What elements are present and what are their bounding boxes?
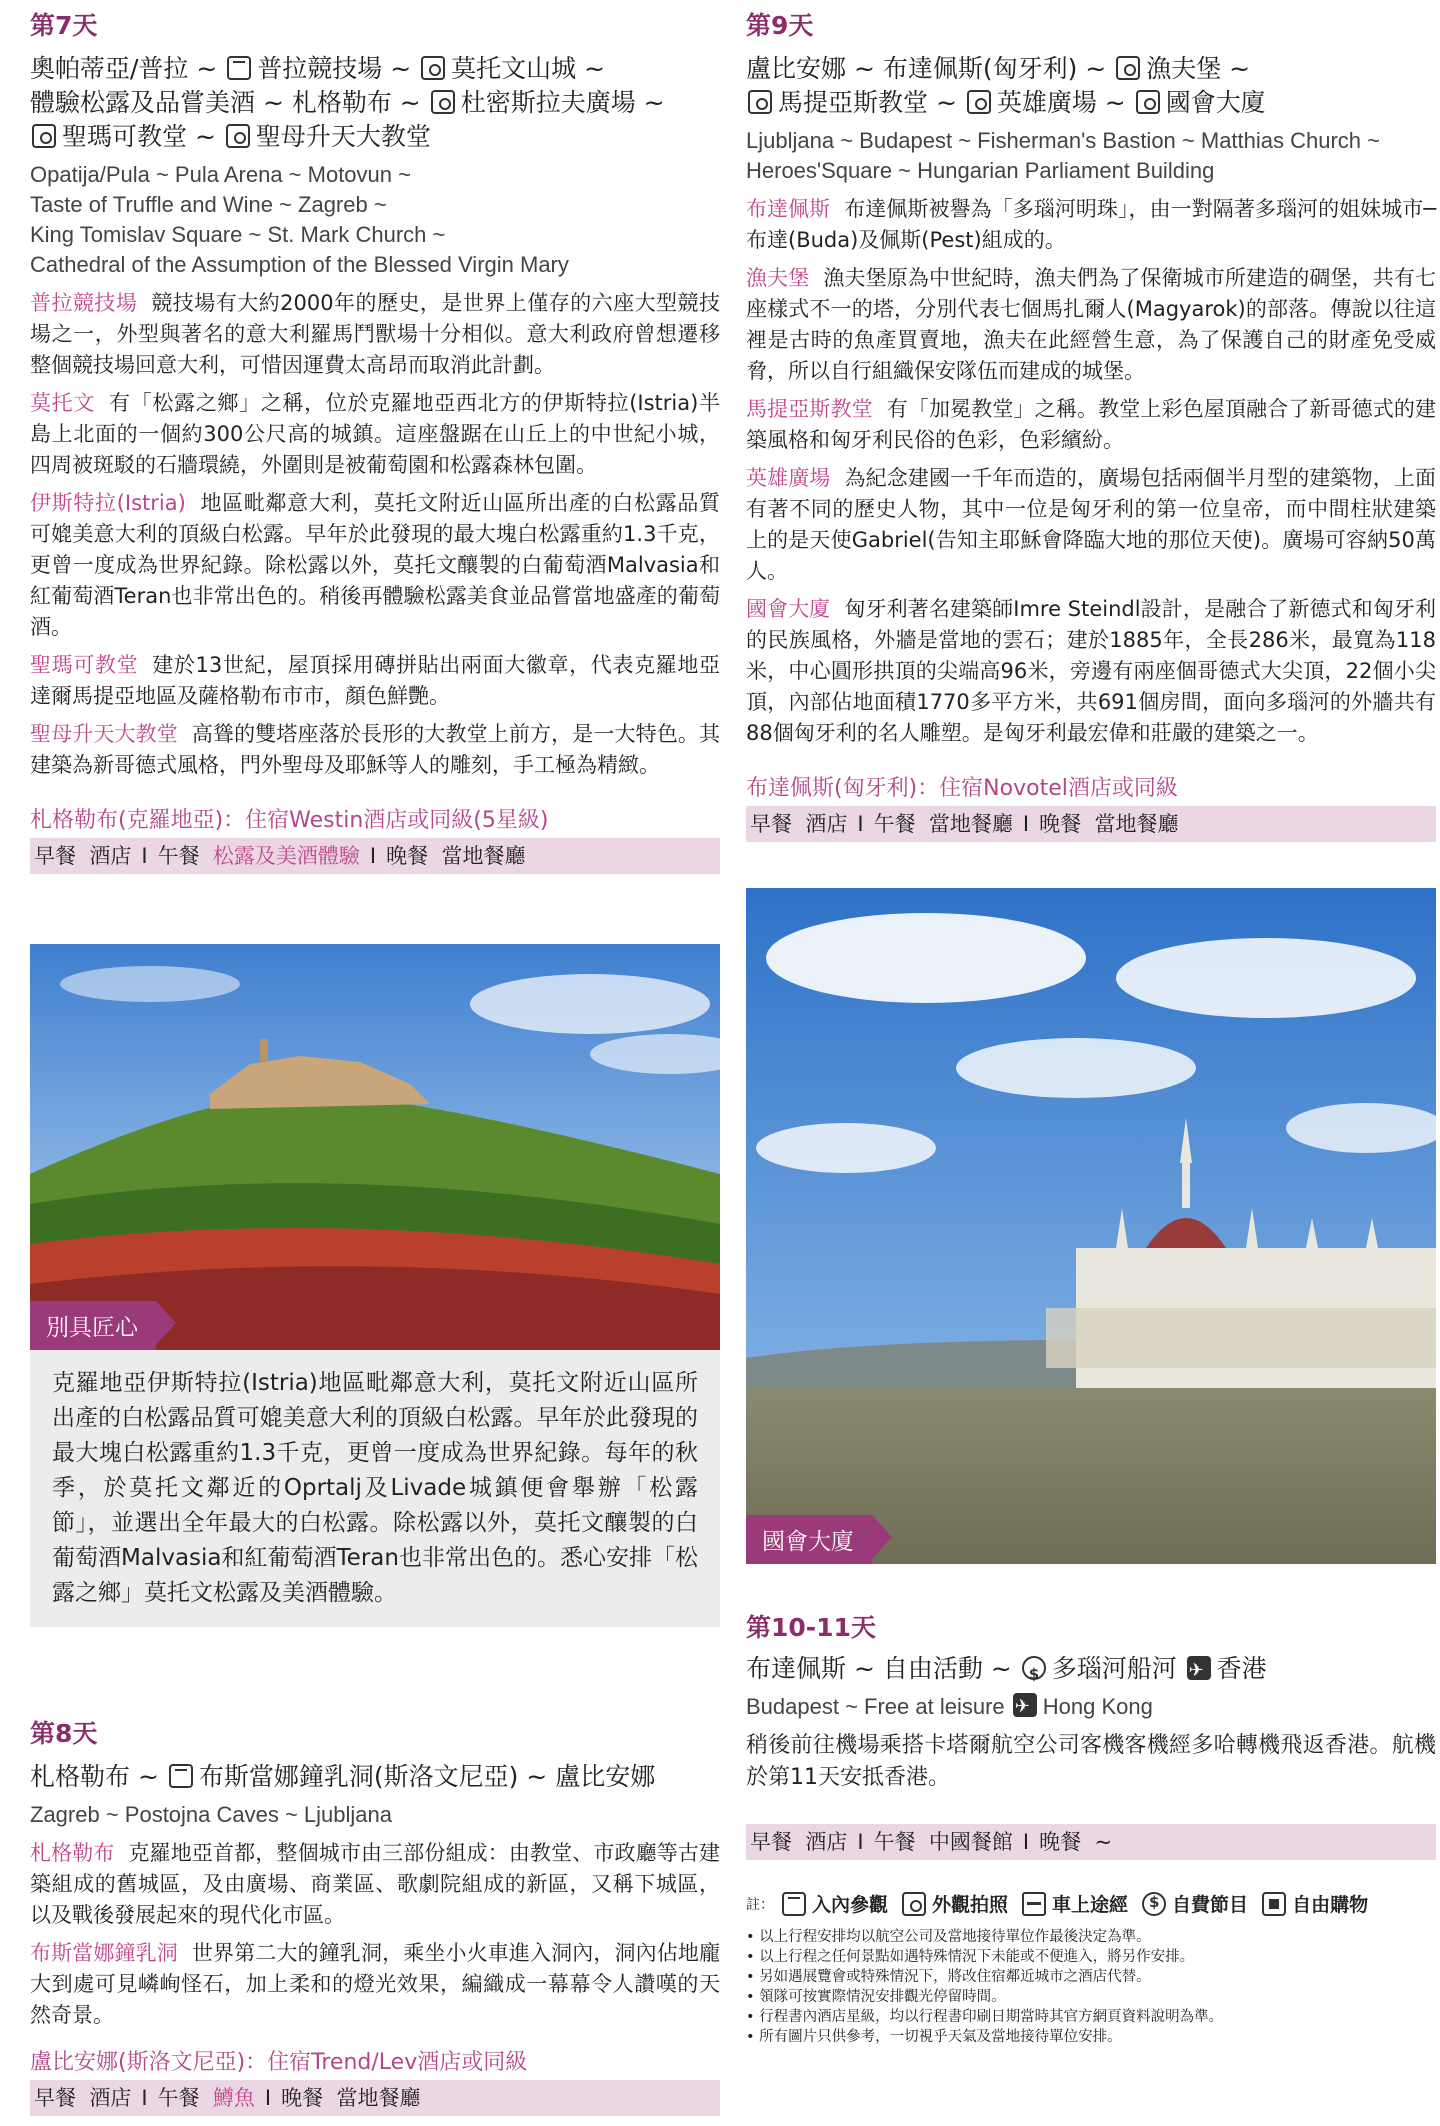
day8-meals: 早餐 酒店 I 午餐 鱒魚 I 晚餐 當地餐廳 [30,2080,720,2116]
meal-label: 晚餐 [386,844,429,868]
meal-label: 早餐 [34,2086,76,2110]
day9-hotel: 布達佩斯(匈牙利)：住宿Novotel酒店或同級 [746,776,1178,801]
meal-value: 中國餐館 [928,1830,1013,1854]
route-en-line: Opatija/Pula ~ Pula Arena ~ Motovun ~ [30,162,411,187]
route-text: 多瑙河船河 [1051,1654,1185,1683]
meal-value: 酒店 [89,844,132,868]
para-term: 漁夫堡 [746,266,810,290]
route-text: 布斯當娜鐘乳洞(斯洛文尼亞) ~ 盧比安娜 [198,1762,656,1791]
day8-title: 第8天 [30,1719,98,1748]
note-item: • 另如遇展覽會或特殊情況下，將改住宿鄰近城市之酒店代替。 [746,1967,1436,1987]
day7-hotel: 札格勒布(克羅地亞)：住宿Westin酒店或同級(5星級) [30,808,549,833]
para-text: 建於13世紀，屋頂採用磚拼貼出兩面大徽章，代表克羅地亞達爾馬提亞地區及薩格勒布市市，顏色鮮艷。 [30,653,720,708]
day1011-section [746,1608,1436,2047]
note-item: • 以上行程之任何景點如遇特殊情況下未能或不便進入，將另作安排。 [746,1947,1436,1967]
day9-title: 第9天 [746,11,814,40]
meal-value: 當地餐廳 [441,844,526,868]
para-term: 英雄廣場 [746,466,831,490]
day9-para [746,594,1436,749]
route-text: 馬提亞斯教堂 ~ [778,88,965,117]
day9-route-zh [746,52,1436,120]
route-en-line: Budapest ~ Free at leisure [746,1694,1011,1719]
meal-label: 午餐 [157,844,200,868]
para-text: 世界第二大的鐘乳洞，乘坐小火車進入洞內，洞內佔地龐大到處可見嶙峋怪石，加上柔和的燈光效果，編織成一幕幕令人讚嘆的天然奇景。 [30,1941,721,2027]
day8-route-zh [30,1760,720,1794]
note-item: • 以上行程安排均以航空公司及當地接待單位作最後決定為準。 [746,1927,1436,1947]
para-text: 匈牙利著名建築師Imre Steindl設計，是融合了新德式和匈牙利的民族風格，外牆是當地的雲石；建於1885年，全長286米，最寬為118米，中心圓形拱頂的尖端高96米，旁邊有兩座個哥德式大尖頂，22個小尖頂，內部佔地面積1770多平方米，共691個房間，面向多瑙河的外牆共有88個匈牙利的名人雕塑。是匈牙利最宏偉和莊嚴的建築之一。 [746,597,1436,745]
meal-label: 晚餐 [1039,812,1082,836]
route-text: 英雄廣場 ~ [996,88,1134,117]
para-term: 伊斯特拉(Istria) [30,491,186,515]
parliament-photo [746,888,1436,1564]
legend-item [780,1890,888,1917]
parliament-illustration [746,888,1436,1564]
day8-para [30,1938,720,2031]
meal-label: 午餐 [873,812,916,836]
day9-para [746,263,1436,387]
legend-item [1140,1890,1248,1917]
meal-value: 酒店 [805,812,848,836]
meal-label: 午餐 [873,1830,916,1854]
route-en-line: Heroes'Square ~ Hungarian Parliament Building [746,158,1215,183]
meal-label: 午餐 [157,2086,200,2110]
meal-label: 早餐 [750,812,792,836]
camera-icon [1136,90,1160,114]
camera-icon [421,56,445,80]
legend-item [900,1890,1008,1917]
para-text: 克羅地亞首都，整個城市由三部份組成：由教堂、市政廳等古建築組成的舊城區，及由廣場、商業區、歌劇院組成的新區，又稱下城區，以及戰後發展起來的現代化市區。 [30,1841,721,1927]
optional-tour-icon [1022,1656,1046,1680]
day1011-title: 第10-11天 [746,1613,876,1642]
optional-tour-icon [1142,1892,1166,1916]
para-text: 地區毗鄰意大利，莫托文附近山區所出產的白松露品質可媲美意大利的頂級白松露。早年於此發現的最大塊白松露重約1.3千克，更曾一度成為世界紀錄。除松露以外，莫托文釀製的白葡萄酒Malvasia和紅葡萄酒Teran也非常出色的。稍後再體驗松露美食並品嘗當地盛產的葡萄酒。 [30,491,721,639]
para-text: 有「松露之鄉」之稱，位於克羅地亞西北方的伊斯特拉(Istria)半島上北面的一個約300公尺高的城鎮。這座盤踞在山丘上的中世紀小城，四周被斑駁的石牆環繞，外圍則是被葡萄園和松露森林包圍。 [30,391,721,477]
para-text: 高聳的雙塔座落於長形的大教堂上前方，是一大特色。其建築為新哥德式風格，門外聖母及耶穌等人的雕刻，手工極為精緻。 [30,722,721,777]
note-item: • 所有圖片只供參考，一切視乎天氣及當地接待單位安排。 [746,2027,1436,2047]
route-text: 普拉競技場 ~ [257,54,420,83]
day7-title: 第7天 [30,11,98,40]
meal-value: 松露及美酒體驗 [212,844,360,868]
day7-route-en [30,160,720,280]
route-en-line: Cathedral of the Assumption of the Blessed Virgin Mary [30,252,569,277]
para-text: 布達佩斯被譽為「多瑙河明珠」，由一對隔著多瑙河的姐妹城市─布達(Buda)及佩斯(Pest)組成的。 [746,197,1437,252]
day9-route-en [746,126,1436,186]
plane-icon [1187,1656,1211,1680]
day7-para [30,288,720,381]
special-box: 克羅地亞伊斯特拉(Istria)地區毗鄰意大利，莫托文附近山區所出產的白松露品質可媲美意大利的頂級白松露。早年於此發現的最大塊白松露重約1.3千克，更曾一度成為世界紀錄。每年的秋季，於莫托文鄰近的Oprtalj及Livade城鎮便會舉辦「松露節」，並選出全年最大的白松露。除松露以外，莫托文釀製的白葡萄酒Malvasia和紅葡萄酒Teran也非常出色的。悉心安排「松露之鄉」莫托文松露及美酒體驗。 [30,1350,720,1627]
day7-meals: 早餐 酒店 I 午餐 松露及美酒體驗 I 晚餐 當地餐廳 [30,838,720,874]
para-text: 漁夫堡原為中世紀時，漁夫們為了保衛城市所建造的碉堡，共有七座樣式不一的塔，分別代表七個馬扎爾人(Magyarok)的部落。傳說以往這裡是古時的魚產買賣地，漁夫在此經營生意，為了保護自己的財產免受威脅，所以自行組織保安隊伍而建成的城堡。 [746,266,1437,383]
route-text: 盧比安娜 ~ 布達佩斯(匈牙利) ~ [746,54,1115,83]
camera-icon [902,1892,926,1916]
meal-label: 晚餐 [1039,1830,1082,1854]
note-item: • 行程書內酒店星級，均以行程書印刷日期當時其官方網頁資料說明為準。 [746,2007,1436,2027]
route-text: 國會大廈 [1165,88,1266,117]
meal-value: 當地餐廳 [928,812,1013,836]
day7-para [30,388,720,481]
meal-value: 當地餐廳 [336,2086,421,2110]
day9-section [746,6,1436,842]
route-en-line: Zagreb ~ Postojna Caves ~ Ljubljana [30,1802,393,1827]
para-text: 競技場有大約2000年的歷史，是世界上僅存的六座大型競技場之一，外型與著名的意大利羅馬鬥獸場十分相似。意大利政府曾想遷移整個競技場回意大利，可惜因運費太高昂而取消此計劃。 [30,291,720,377]
para-term: 莫托文 [30,391,96,415]
meal-value: 酒店 [805,1830,848,1854]
photo-label-special: 別具匠心 [30,1301,156,1350]
legend-text: 入內參觀 [812,1894,889,1916]
route-text: 漁夫堡 ~ [1146,54,1251,83]
day8-hotel: 盧比安娜(斯洛文尼亞)：住宿Trend/Lev酒店或同級 [30,2050,528,2075]
camera-icon [967,90,991,114]
legend [746,1890,1436,1917]
route-text: 聖瑪可教堂 ~ [62,122,224,151]
route-text: 聖母升天大教堂 [255,122,431,151]
day9-para [746,463,1436,587]
route-text: 香港 [1216,1654,1267,1683]
motovun-landscape-illustration [30,944,720,1350]
route-text: 札格勒布 ~ [30,1762,167,1791]
home-icon [227,56,251,80]
meal-label: 早餐 [750,1830,792,1854]
para-term: 布達佩斯 [746,197,831,221]
day8-route-en [30,1800,720,1830]
day9-para [746,394,1436,456]
meal-value: ~ [1094,1830,1113,1854]
route-text: 杜密斯拉夫廣場 ~ [460,88,665,117]
para-term: 布斯當娜鐘乳洞 [30,1941,178,1965]
route-en-line: Ljubljana ~ Budapest ~ Fisherman's Bastion ~ Matthias Church ~ [746,128,1381,153]
meal-value: 當地餐廳 [1094,812,1179,836]
route-text: 布達佩斯 ~ 自由活動 ~ [746,1654,1020,1683]
shopping-icon [1262,1892,1286,1916]
legend-text: 自費節目 [1172,1894,1249,1916]
camera-icon [32,124,56,148]
route-en-line: King Tomislav Square ~ St. Mark Church ~ [30,222,446,247]
meal-label: 晚餐 [281,2086,324,2110]
day1011-meals: 早餐 酒店 I 午餐 中國餐館 I 晚餐 ~ [746,1824,1436,1860]
bus-icon [1022,1892,1046,1916]
home-icon [169,1764,193,1788]
route-en-line: Hong Kong [1042,1694,1153,1719]
para-term: 國會大廈 [746,597,831,621]
legend-item [1260,1890,1368,1917]
meal-value: 鱒魚 [212,2086,255,2110]
day7-route-zh [30,52,720,154]
day7-section [30,6,720,874]
meal-value: 酒店 [89,2086,132,2110]
legend-note-label: 註： [746,1896,774,1913]
day8-para [30,1838,720,1931]
camera-icon [1116,56,1140,80]
para-term: 馬提亞斯教堂 [746,397,873,421]
note-item: • 領隊可按實際情況安排觀光停留時間。 [746,1987,1436,2007]
camera-icon [431,90,455,114]
route-text: 體驗松露及品嘗美酒 ~ 札格勒布 ~ [30,88,429,117]
route-en-line: Taste of Truffle and Wine ~ Zagreb ~ [30,192,387,217]
para-term: 聖瑪可教堂 [30,653,139,677]
legend-text: 自由購物 [1292,1894,1369,1916]
route-text: 奧帕蒂亞/普拉 ~ [30,54,226,83]
home-icon [782,1892,806,1916]
day1011-route-en [746,1692,1436,1722]
plane-icon [1013,1693,1037,1717]
route-text: 莫托文山城 ~ [451,54,606,83]
day9-meals: 早餐 酒店 I 午餐 當地餐廳 I 晚餐 當地餐廳 [746,806,1436,842]
legend-text: 車上途經 [1052,1894,1129,1916]
meal-label: 早餐 [34,844,76,868]
day1011-para: 稍後前往機場乘搭卡塔爾航空公司客機客機經多哈轉機飛返香港。航機於第11天安抵香港。 [746,1733,1436,1790]
para-term: 札格勒布 [30,1841,115,1865]
para-term: 聖母升天大教堂 [30,722,178,746]
camera-icon [748,90,772,114]
para-text: 為紀念建國一千年而造的，廣場包括兩個半月型的建築物，上面有著不同的歷史人物，其中一位是匈牙利的第一位皇帝，而中間柱狀建築上的是天使Gabriel(告知主耶穌會降臨大地的那位天使)。廣場可容納50萬人。 [746,466,1437,583]
day7-para [30,650,720,712]
day7-para [30,488,720,643]
legend-text: 外觀拍照 [932,1894,1009,1916]
notes-list [746,1927,1436,2047]
day7-para [30,719,720,781]
day8-section [30,1714,720,2116]
day9-para [746,194,1436,256]
camera-icon [226,124,250,148]
photo-label-parliament: 國會大廈 [746,1515,872,1564]
para-text: 有「加冕教堂」之稱。教堂上彩色屋頂融合了新哥德式的建築風格和匈牙利民俗的色彩，色彩繽紛。 [746,397,1437,452]
legend-item [1020,1890,1128,1917]
day1011-route-zh [746,1652,1436,1686]
para-term: 普拉競技場 [30,291,138,315]
motovun-photo [30,944,720,1350]
